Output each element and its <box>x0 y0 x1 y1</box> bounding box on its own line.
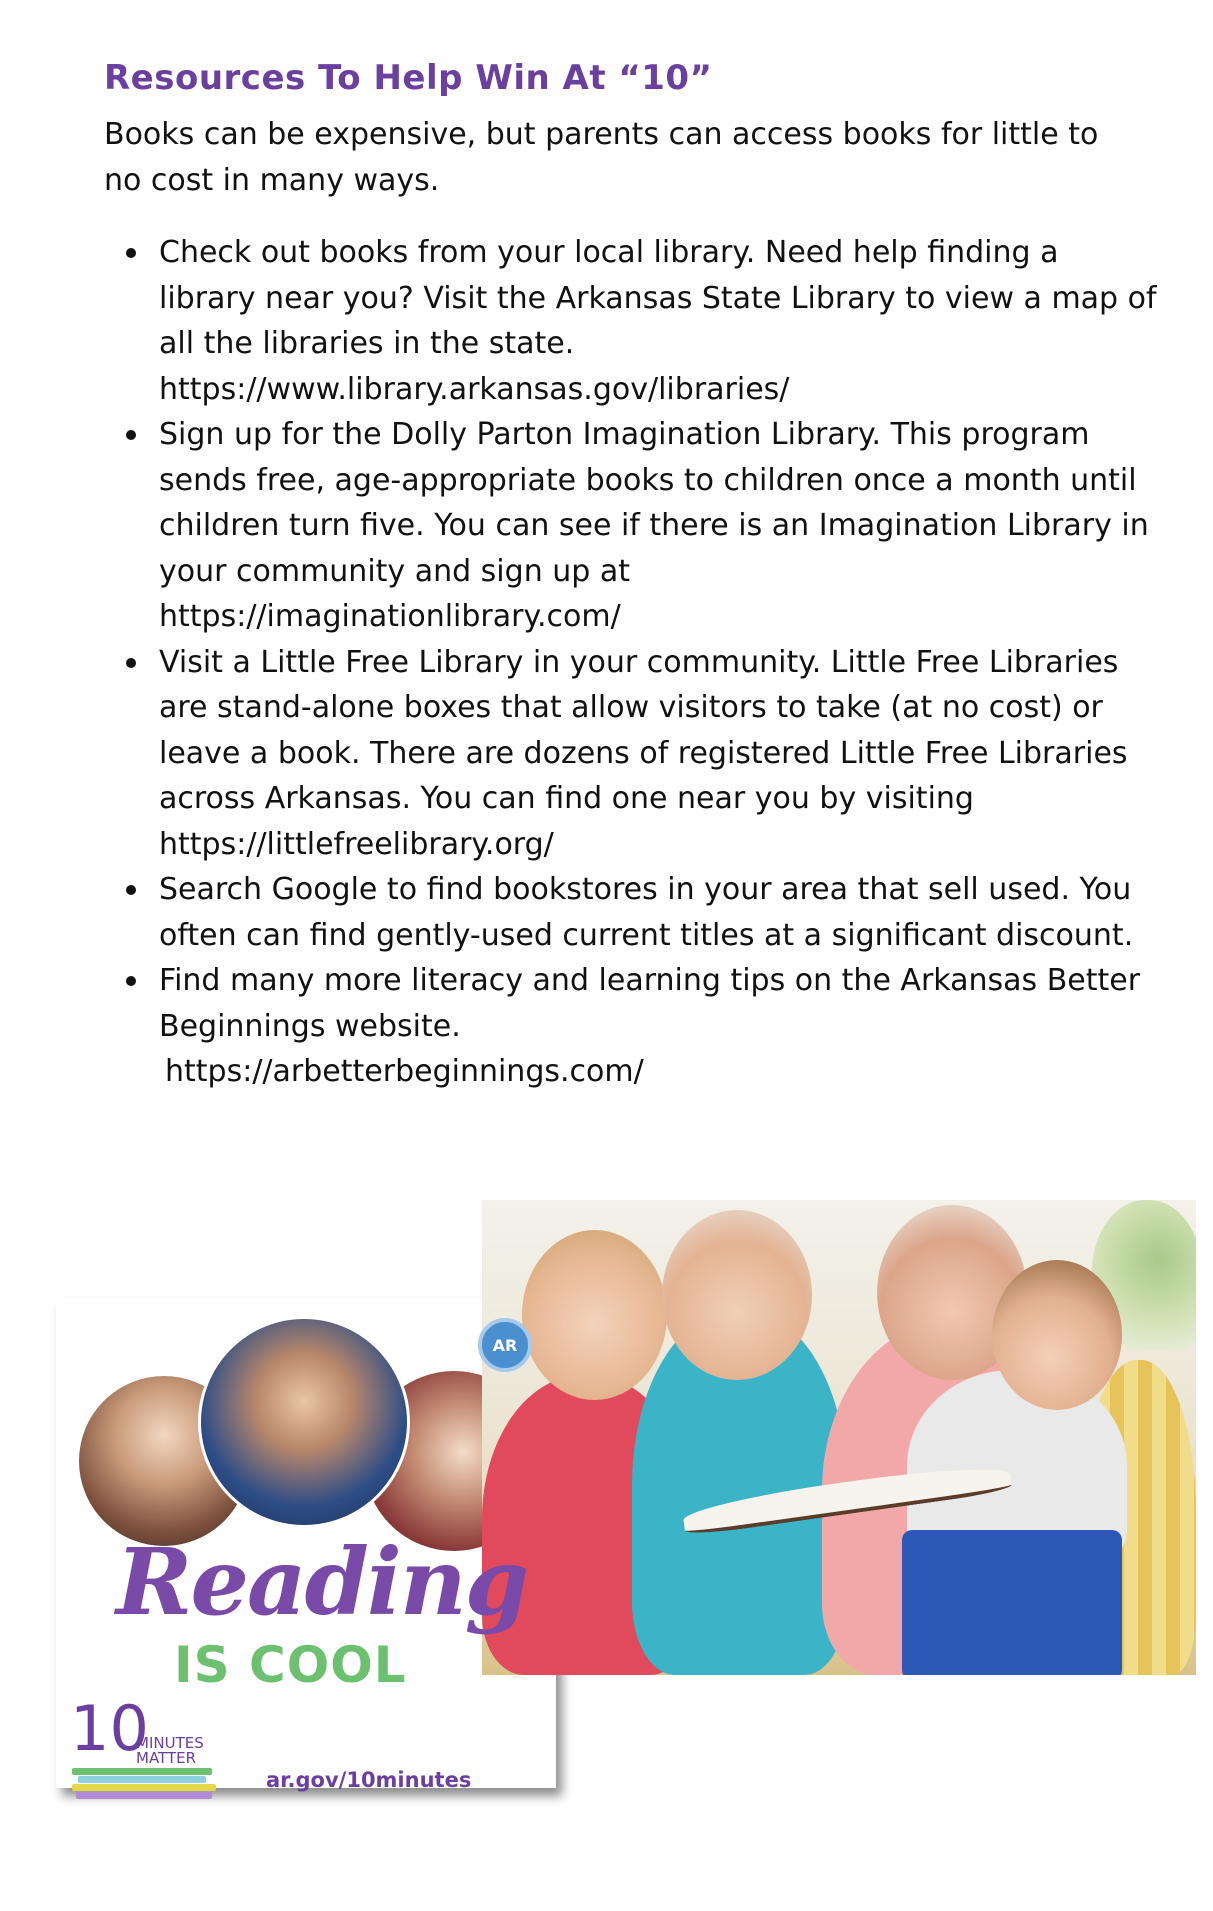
bullet-icon <box>126 248 136 258</box>
intro-paragraph: Books can be expensive, but parents can access books for little to no cost in many ways. <box>104 117 1099 198</box>
girl-head <box>522 1230 667 1400</box>
reading-is-cool-promo <box>56 1298 556 1792</box>
family-reading-photo-center <box>198 1316 410 1528</box>
boy-pants <box>902 1530 1122 1675</box>
list-item-text: Sign up for the Dolly Parton Imagination Library. This program sends free, age-appropriate books to children once a month until children turn five. You can see if there is an Imagination Library in your community and sign up at <box>159 417 1149 589</box>
bullet-icon <box>126 430 136 440</box>
resource-list <box>104 230 1164 1095</box>
promo-url: ar.gov/10minutes <box>266 1768 472 1792</box>
list-item <box>104 958 1164 1095</box>
library-link[interactable]: https://www.library.arkansas.gov/libraries/ <box>159 371 790 407</box>
book-stack-icon <box>76 1792 212 1799</box>
list-item <box>104 412 1164 640</box>
promo-title: Reading <box>116 1528 528 1636</box>
list-item <box>104 640 1164 868</box>
list-item-text: Find many more literacy and learning tips on the Arkansas Better Beginnings website. <box>159 963 1141 1044</box>
list-item <box>104 230 1164 412</box>
list-item-text: Check out books from your local library. Need help finding a library near you? Visit the Arkansas State Library to view a map of all the libraries in the state. <box>159 235 1157 361</box>
bullet-icon <box>126 658 136 668</box>
imagination-library-link[interactable]: https://imaginationlibrary.com/ <box>159 599 621 634</box>
boy-head <box>992 1260 1122 1410</box>
book-stack-icon <box>78 1776 206 1783</box>
little-free-library-link[interactable]: https://littlefreelibrary.org/ <box>159 826 554 862</box>
arkansas-seal-icon: AR <box>478 1318 532 1372</box>
list-item <box>104 867 1164 958</box>
section-heading: Resources To Help Win At “10” <box>104 58 713 98</box>
book-stack-icon <box>72 1784 216 1791</box>
bullet-icon <box>126 885 136 895</box>
grandparents-reading-photo <box>482 1200 1196 1675</box>
bullet-icon <box>126 976 136 986</box>
list-item-text: Search Google to find bookstores in your area that sell used. You often can find gently-used current titles at a significant discount. <box>159 872 1134 953</box>
book-stack-icon <box>72 1768 212 1775</box>
better-beginnings-link[interactable]: https://arbetterbeginnings.com/ <box>165 1054 644 1089</box>
grandmother-head <box>662 1210 812 1380</box>
logo-number: 10 <box>70 1692 149 1765</box>
logo-minutes: MINUTES <box>136 1734 204 1752</box>
list-item-text: Visit a Little Free Library in your community. Little Free Libraries are stand-alone boxes that allow visitors to take (at no cost) or leave a book. There are dozens of registered Little Free Libraries across Arkansas. You can find one near you by visiting <box>159 644 1128 816</box>
promo-subtitle: IS COOL <box>174 1636 407 1694</box>
logo-matter: MATTER <box>136 1749 196 1767</box>
